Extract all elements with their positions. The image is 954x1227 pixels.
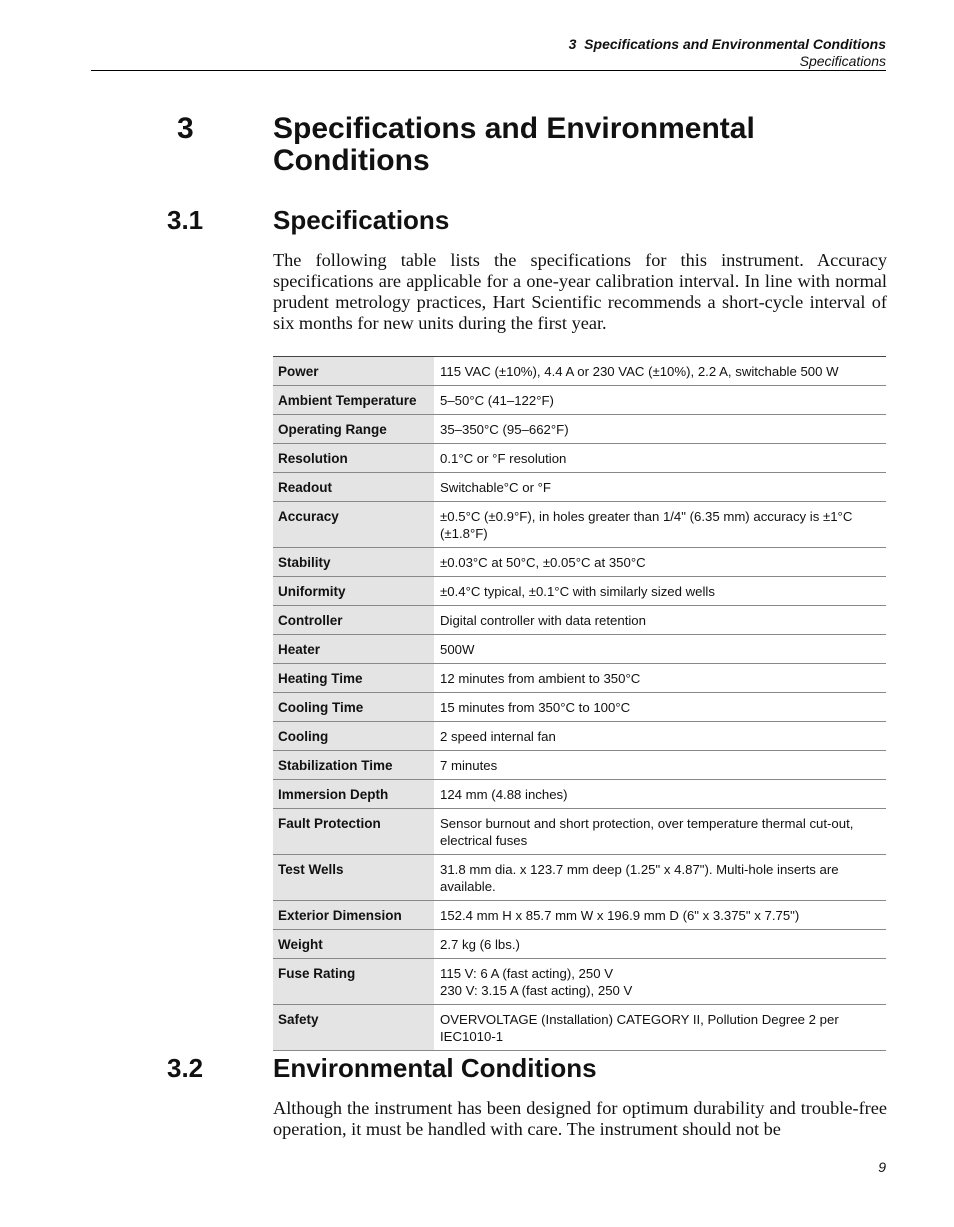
spec-value: Sensor burnout and short protection, over temperature thermal cut-out, electrical fuses: [434, 809, 886, 855]
spec-label: Accuracy: [273, 502, 434, 548]
specifications-table: [273, 356, 886, 1051]
section-title: Environmental Conditions: [273, 1053, 597, 1083]
spec-value: 0.1°C or °F resolution: [434, 444, 886, 473]
table-row: [273, 577, 886, 606]
specifications-intro-paragraph: The following table lists the specifications for this instrument. Accuracy specifications are applicable for a one-year calibration interval. In line with normal prudent metrology practices, Hart Scientific recommends a short-cycle interval of six months for new units during the first year.: [273, 250, 887, 333]
spec-value: 2.7 kg (6 lbs.): [434, 930, 886, 959]
spec-value: 15 minutes from 350°C to 100°C: [434, 693, 886, 722]
spec-value: 12 minutes from ambient to 350°C: [434, 664, 886, 693]
running-head-section: Specifications: [799, 53, 886, 69]
spec-value: ±0.03°C at 50°C, ±0.05°C at 350°C: [434, 548, 886, 577]
table-row: [273, 502, 886, 548]
running-head: [569, 36, 886, 70]
header-rule: [91, 70, 886, 71]
spec-label: Test Wells: [273, 855, 434, 901]
table-row: [273, 548, 886, 577]
page-number: 9: [878, 1159, 886, 1175]
table-row: [273, 809, 886, 855]
spec-label: Stabilization Time: [273, 751, 434, 780]
table-row: [273, 751, 886, 780]
spec-label: Resolution: [273, 444, 434, 473]
environmental-paragraph: Although the instrument has been designed for optimum durability and trouble-free operation, it must be handled with care. The instrument should not be: [273, 1098, 887, 1139]
running-head-chapter: 3 Specifications and Environmental Conditions: [568, 36, 886, 52]
table-row: [273, 1005, 886, 1051]
table-row: [273, 386, 886, 415]
table-row: [273, 357, 886, 386]
spec-value: 2 speed internal fan: [434, 722, 886, 751]
spec-label: Readout: [273, 473, 434, 502]
spec-value: 7 minutes: [434, 751, 886, 780]
table-row: [273, 780, 886, 809]
table-row: [273, 693, 886, 722]
spec-value: OVERVOLTAGE (Installation) CATEGORY II, Pollution Degree 2 per IEC1010-1: [434, 1005, 886, 1051]
spec-value: ±0.5°C (±0.9°F), in holes greater than 1/4" (6.35 mm) accuracy is ±1°C (±1.8°F): [434, 502, 886, 548]
spec-value: 115 V: 6 A (fast acting), 250 V 230 V: 3.15 A (fast acting), 250 V: [434, 959, 886, 1005]
spec-value: Digital controller with data retention: [434, 606, 886, 635]
spec-value: 5–50°C (41–122°F): [434, 386, 886, 415]
spec-value: 500W: [434, 635, 886, 664]
spec-label: Exterior Dimension: [273, 901, 434, 930]
spec-label: Immersion Depth: [273, 780, 434, 809]
spec-label: Stability: [273, 548, 434, 577]
chapter-title: Specifications and Environmental Conditions: [273, 112, 755, 177]
table-row: [273, 959, 886, 1005]
table-row: [273, 664, 886, 693]
spec-label: Safety: [273, 1005, 434, 1051]
spec-label: Power: [273, 357, 434, 386]
spec-value: 152.4 mm H x 85.7 mm W x 196.9 mm D (6" x 3.375" x 7.75"): [434, 901, 886, 930]
spec-label: Fuse Rating: [273, 959, 434, 1005]
spec-label: Heater: [273, 635, 434, 664]
spec-value: 35–350°C (95–662°F): [434, 415, 886, 444]
table-row: [273, 635, 886, 664]
spec-label: Cooling: [273, 722, 434, 751]
spec-label: Heating Time: [273, 664, 434, 693]
table-row: [273, 722, 886, 751]
spec-label: Ambient Temperature: [273, 386, 434, 415]
spec-value: 124 mm (4.88 inches): [434, 780, 886, 809]
spec-label: Weight: [273, 930, 434, 959]
section-number: 3.2: [167, 1053, 204, 1083]
section-title: Specifications: [273, 205, 450, 235]
table-row: [273, 444, 886, 473]
chapter-number: 3: [177, 112, 194, 145]
table-row: [273, 415, 886, 444]
table-row: [273, 606, 886, 635]
spec-label: Operating Range: [273, 415, 434, 444]
table-row: [273, 930, 886, 959]
table-row: [273, 473, 886, 502]
spec-label: Cooling Time: [273, 693, 434, 722]
spec-label: Uniformity: [273, 577, 434, 606]
table-row: [273, 855, 886, 901]
spec-value: Switchable°C or °F: [434, 473, 886, 502]
spec-value: ±0.4°C typical, ±0.1°C with similarly sized wells: [434, 577, 886, 606]
section-number: 3.1: [167, 205, 204, 235]
table-row: [273, 901, 886, 930]
spec-label: Fault Protection: [273, 809, 434, 855]
spec-label: Controller: [273, 606, 434, 635]
spec-value: 115 VAC (±10%), 4.4 A or 230 VAC (±10%), 2.2 A, switchable 500 W: [434, 357, 886, 386]
spec-value: 31.8 mm dia. x 123.7 mm deep (1.25" x 4.87"). Multi-hole inserts are available.: [434, 855, 886, 901]
